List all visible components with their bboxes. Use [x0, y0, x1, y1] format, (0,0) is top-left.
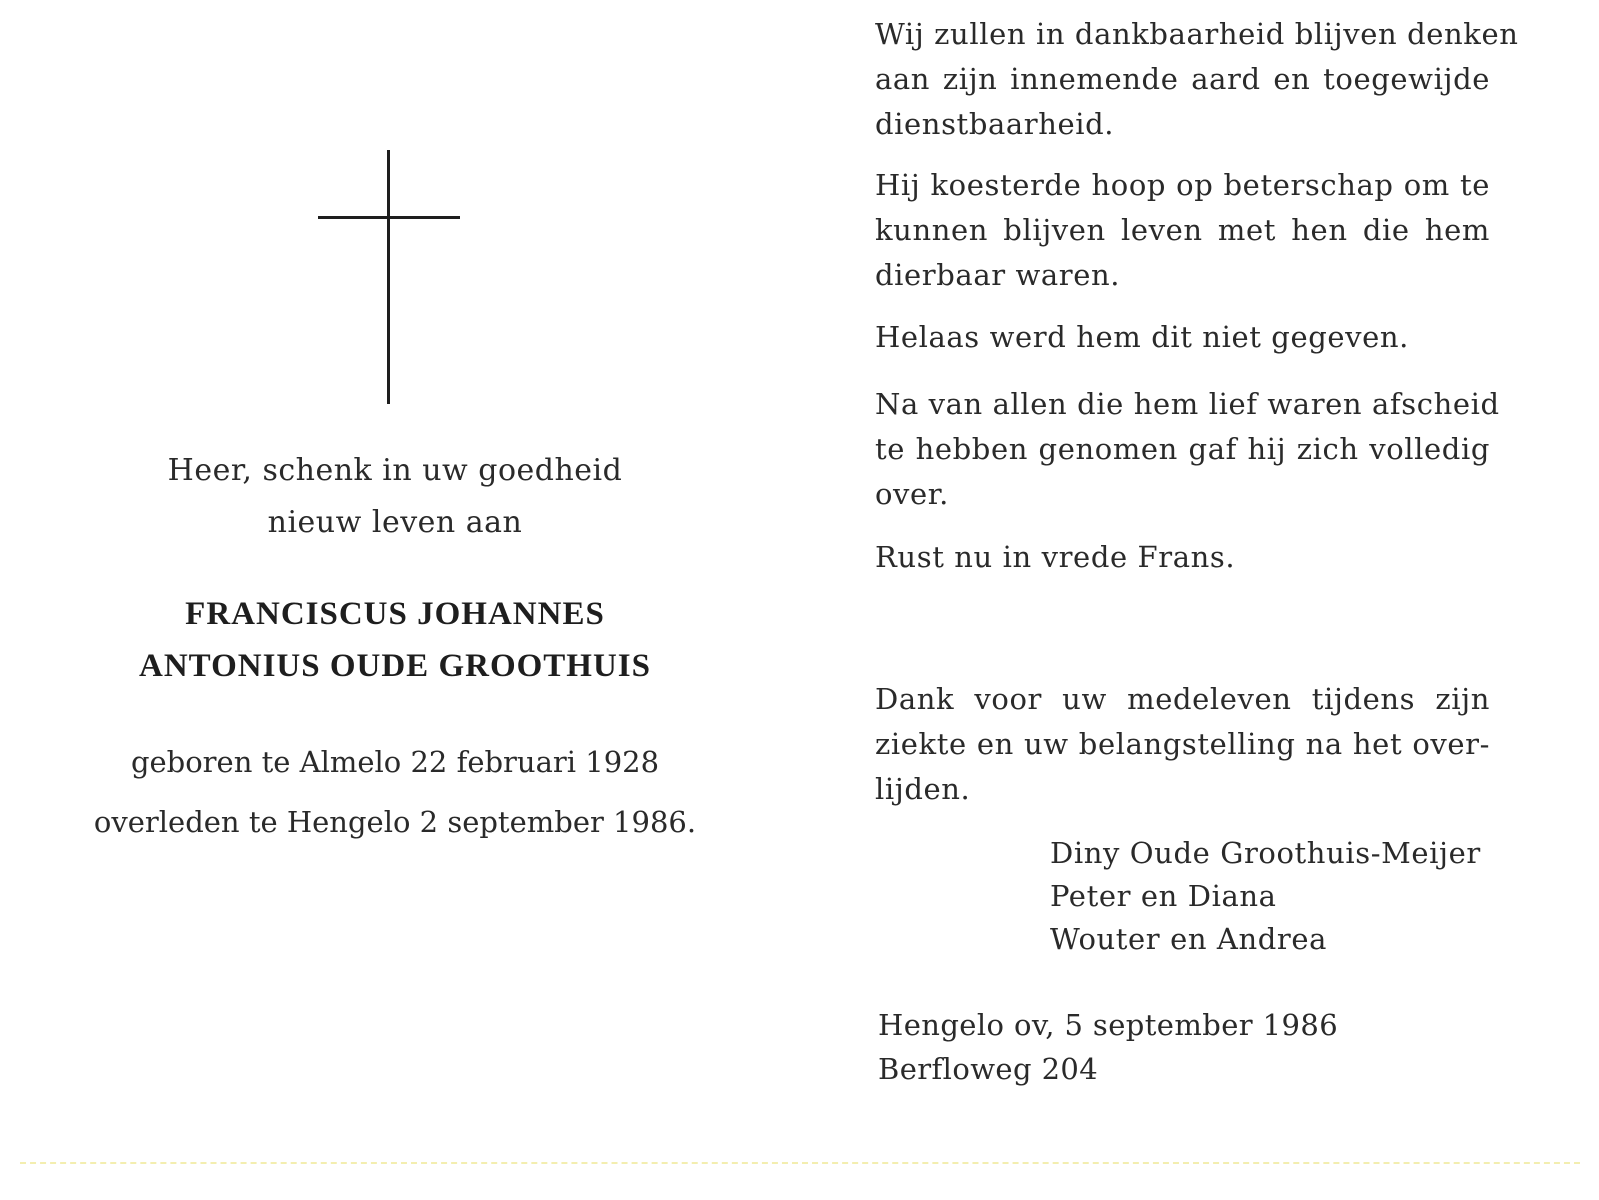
paragraph-rest [875, 535, 1490, 580]
life-dates [60, 732, 730, 852]
paragraph-thanks [875, 677, 1490, 812]
birth-line: geboren te Almelo 22 februari 1928 [130, 745, 660, 779]
text-line: Helaas werd hem dit niet gegeven. [875, 320, 1409, 354]
prayer-text [60, 445, 730, 549]
prayer-line: Heer, schenk in uw goedheid [167, 453, 623, 488]
text-line: over. [875, 477, 949, 511]
name-line: ANTONIUS OUDE GROOTHUIS [139, 648, 651, 684]
signatory: Peter en Diana [1050, 879, 1277, 913]
death-line: overleden te Hengelo 2 september 1986. [93, 805, 697, 839]
address: Berfloweg 204 [878, 1052, 1099, 1086]
left-panel [60, 0, 730, 1200]
text-line: ziekte en uw belangstelling na het over- [875, 727, 1490, 761]
signatory: Wouter en Andrea [1050, 922, 1328, 956]
text-line: dierbaar waren. [875, 258, 1121, 292]
prayer-line: nieuw leven aan [267, 505, 523, 540]
text-line: Rust nu in vrede Frans. [875, 540, 1236, 574]
paragraph-hope [875, 163, 1490, 298]
text-line: Hij koesterde hoop op beterschap om te [875, 168, 1490, 202]
text-line: te hebben genomen gaf hij zich volledig [875, 432, 1490, 466]
paragraph-alas [875, 315, 1490, 360]
text-line: aan zijn innemende aard en toegewijde [875, 62, 1490, 96]
signatories [1050, 832, 1481, 961]
name-line: FRANCISCUS JOHANNES [185, 596, 605, 632]
place-and-address [878, 1003, 1338, 1091]
card-edge-divider [20, 1162, 1580, 1164]
text-line: dienstbaarheid. [875, 107, 1115, 141]
place-date: Hengelo ov, 5 september 1986 [878, 1008, 1339, 1042]
signatory: Diny Oude Groothuis-Meijer [1050, 836, 1481, 870]
paragraph-gratitude [875, 12, 1519, 147]
cross-icon [318, 150, 460, 404]
text-line: kunnen blijven leven met hen die hem [875, 213, 1490, 247]
deceased-name [60, 588, 730, 692]
paragraph-farewell [875, 382, 1500, 517]
text-line: Na van allen die hem lief waren afscheid [875, 387, 1500, 421]
text-line: Wij zullen in dankbaarheid blijven denken [875, 17, 1519, 51]
text-line: lijden. [875, 772, 971, 806]
text-line: Dank voor uw medeleven tijdens zijn [875, 682, 1490, 716]
